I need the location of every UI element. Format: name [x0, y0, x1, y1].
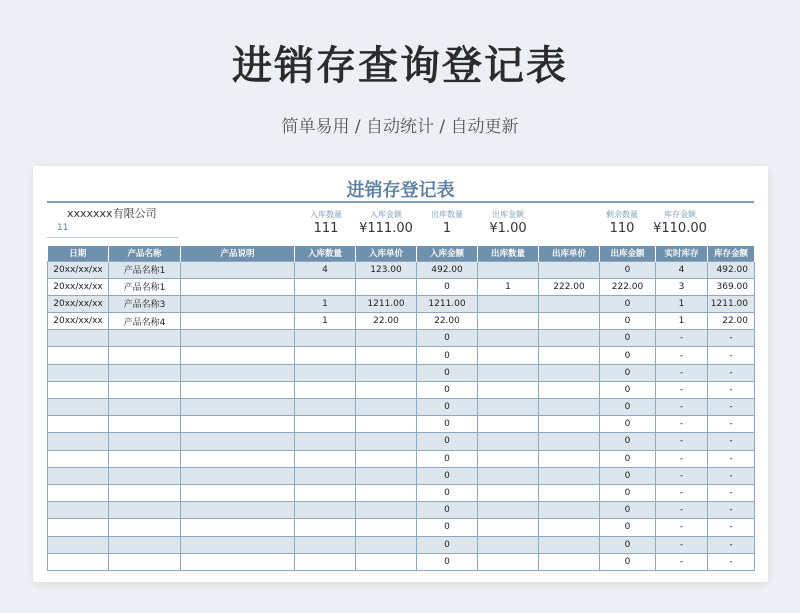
table-cell[interactable]: - — [656, 467, 708, 484]
table-cell[interactable] — [48, 484, 109, 501]
table-cell[interactable] — [181, 502, 295, 519]
table-cell[interactable] — [356, 484, 417, 501]
table-cell[interactable]: 492.00 — [417, 261, 478, 278]
table-cell[interactable]: 0 — [600, 261, 656, 278]
table-cell[interactable]: 产品名称1 — [109, 278, 181, 295]
table-cell[interactable]: 1211.00 — [417, 295, 478, 312]
table-cell[interactable] — [181, 261, 295, 278]
table-cell[interactable] — [539, 295, 600, 312]
table-cell[interactable] — [356, 278, 417, 295]
table-cell[interactable] — [295, 519, 356, 536]
table-cell[interactable] — [478, 295, 539, 312]
table-cell[interactable]: 1 — [478, 278, 539, 295]
table-cell[interactable] — [48, 433, 109, 450]
table-cell[interactable] — [181, 278, 295, 295]
table-cell[interactable]: - — [708, 381, 755, 398]
table-body — [48, 261, 755, 570]
table-cell[interactable] — [295, 553, 356, 570]
table-cell[interactable] — [109, 467, 181, 484]
table-cell[interactable]: - — [656, 347, 708, 364]
stat-value-out-qty: 1 — [442, 221, 452, 236]
table-cell[interactable]: 0 — [417, 278, 478, 295]
title-divider — [47, 201, 754, 203]
table-row — [48, 295, 755, 312]
table-cell[interactable]: 20xx/xx/xx — [48, 295, 109, 312]
record-code[interactable]: 11 — [57, 223, 69, 233]
table-cell[interactable]: 产品名称3 — [109, 295, 181, 312]
table-cell[interactable] — [356, 347, 417, 364]
table-cell[interactable] — [48, 347, 109, 364]
table-cell[interactable] — [295, 381, 356, 398]
table-cell[interactable] — [181, 347, 295, 364]
table-cell[interactable] — [539, 381, 600, 398]
table-cell[interactable] — [109, 553, 181, 570]
table-row — [48, 313, 755, 330]
table-header-row — [48, 246, 755, 261]
table-cell[interactable] — [48, 536, 109, 553]
table-cell[interactable]: 0 — [600, 450, 656, 467]
table-cell[interactable] — [539, 347, 600, 364]
table-row — [48, 502, 755, 519]
table-cell[interactable]: 4 — [295, 261, 356, 278]
table-cell[interactable] — [356, 364, 417, 381]
table-row — [48, 364, 755, 381]
table-cell[interactable]: 0 — [417, 330, 478, 347]
table-cell[interactable]: - — [656, 519, 708, 536]
table-cell[interactable] — [181, 399, 295, 416]
table-cell[interactable]: 1 — [656, 295, 708, 312]
table-cell[interactable]: - — [708, 502, 755, 519]
table-cell[interactable]: 0 — [600, 364, 656, 381]
table-cell[interactable]: 1211.00 — [708, 295, 755, 312]
table-cell[interactable] — [109, 484, 181, 501]
table-cell[interactable] — [181, 381, 295, 398]
page-subtitle: 简单易用 / 自动统计 / 自动更新 — [281, 117, 519, 137]
table-cell[interactable] — [295, 484, 356, 501]
table-cell[interactable] — [478, 450, 539, 467]
table-cell[interactable] — [295, 347, 356, 364]
table-cell[interactable]: 3 — [656, 278, 708, 295]
table-cell[interactable] — [181, 433, 295, 450]
table-cell[interactable] — [478, 433, 539, 450]
table-cell[interactable] — [181, 467, 295, 484]
table-cell[interactable] — [181, 364, 295, 381]
table-cell[interactable] — [356, 502, 417, 519]
table-cell[interactable]: 492.00 — [708, 261, 755, 278]
table-cell[interactable]: - — [656, 553, 708, 570]
table-cell[interactable]: - — [656, 484, 708, 501]
table-cell[interactable] — [478, 484, 539, 501]
sheet-title: 进销存登记表 — [346, 180, 455, 201]
table-cell[interactable] — [109, 364, 181, 381]
table-cell[interactable] — [181, 450, 295, 467]
table-cell[interactable] — [295, 399, 356, 416]
inventory-table-container — [47, 246, 754, 571]
table-cell[interactable] — [478, 519, 539, 536]
table-cell[interactable] — [539, 416, 600, 433]
table-cell[interactable] — [48, 450, 109, 467]
table-cell[interactable] — [48, 502, 109, 519]
table-row — [48, 399, 755, 416]
table-cell[interactable] — [48, 467, 109, 484]
table-row — [48, 261, 755, 278]
table-row — [48, 450, 755, 467]
table-cell[interactable]: - — [656, 433, 708, 450]
table-cell[interactable]: 0 — [600, 536, 656, 553]
table-cell[interactable] — [478, 416, 539, 433]
header-date[interactable]: 日期 — [48, 246, 109, 261]
table-cell[interactable] — [478, 553, 539, 570]
table-cell[interactable] — [295, 278, 356, 295]
table-cell[interactable]: 0 — [600, 467, 656, 484]
table-cell[interactable] — [478, 399, 539, 416]
table-row — [48, 347, 755, 364]
table-cell[interactable] — [181, 484, 295, 501]
table-cell[interactable]: - — [656, 502, 708, 519]
table-cell[interactable] — [356, 381, 417, 398]
table-cell[interactable]: 222.00 — [600, 278, 656, 295]
table-cell[interactable]: 0 — [417, 536, 478, 553]
table-cell[interactable]: 0 — [417, 416, 478, 433]
table-cell[interactable] — [539, 313, 600, 330]
table-cell[interactable] — [295, 502, 356, 519]
table-cell[interactable] — [181, 295, 295, 312]
table-cell[interactable] — [109, 330, 181, 347]
table-cell[interactable] — [181, 553, 295, 570]
table-cell[interactable] — [478, 502, 539, 519]
stat-label-out-qty: 出库数量 — [431, 210, 463, 219]
table-cell[interactable]: 0 — [417, 399, 478, 416]
table-cell[interactable] — [356, 450, 417, 467]
table-cell[interactable] — [295, 364, 356, 381]
stat-label-remaining-qty: 剩余数量 — [606, 210, 638, 219]
table-cell[interactable]: 0 — [417, 381, 478, 398]
table-cell[interactable]: 0 — [600, 330, 656, 347]
table-cell[interactable] — [356, 399, 417, 416]
table-cell[interactable]: - — [708, 467, 755, 484]
table-cell[interactable]: 20xx/xx/xx — [48, 278, 109, 295]
table-cell[interactable] — [295, 330, 356, 347]
table-cell[interactable] — [48, 381, 109, 398]
table-row — [48, 278, 755, 295]
table-row — [48, 416, 755, 433]
stat-label-in-amount: 入库金额 — [370, 210, 402, 219]
table-cell[interactable] — [356, 536, 417, 553]
table-cell[interactable]: - — [656, 330, 708, 347]
table-cell[interactable] — [356, 467, 417, 484]
header-product-desc[interactable]: 产品说明 — [181, 246, 295, 261]
table-cell[interactable] — [356, 433, 417, 450]
table-cell[interactable] — [181, 536, 295, 553]
table-cell[interactable] — [539, 399, 600, 416]
table-row — [48, 330, 755, 347]
table-cell[interactable] — [539, 330, 600, 347]
table-cell[interactable]: 0 — [600, 381, 656, 398]
table-row — [48, 467, 755, 484]
table-cell[interactable] — [539, 553, 600, 570]
table-cell[interactable]: 0 — [600, 313, 656, 330]
table-cell[interactable]: - — [708, 416, 755, 433]
table-cell[interactable]: - — [708, 519, 755, 536]
header-in-price[interactable]: 入库单价 — [356, 246, 417, 261]
table-cell[interactable]: 22.00 — [356, 313, 417, 330]
table-cell[interactable]: - — [708, 399, 755, 416]
company-name[interactable]: xxxxxxx有限公司 — [67, 207, 157, 220]
table-cell[interactable]: - — [708, 347, 755, 364]
table-cell[interactable] — [109, 347, 181, 364]
header-out-qty[interactable]: 出库数量 — [478, 246, 539, 261]
stat-label-out-amount: 出库金额 — [492, 210, 524, 219]
table-cell[interactable] — [295, 536, 356, 553]
table-cell[interactable] — [539, 467, 600, 484]
table-cell[interactable] — [539, 519, 600, 536]
table-cell[interactable]: 22.00 — [417, 313, 478, 330]
table-cell[interactable] — [181, 330, 295, 347]
table-cell[interactable]: 0 — [600, 416, 656, 433]
header-out-amount[interactable]: 出库金额 — [600, 246, 656, 261]
inventory-table — [47, 246, 755, 571]
table-cell[interactable]: 产品名称1 — [109, 261, 181, 278]
table-cell[interactable]: - — [708, 364, 755, 381]
table-cell[interactable] — [181, 313, 295, 330]
table-cell[interactable] — [109, 399, 181, 416]
table-cell[interactable] — [109, 416, 181, 433]
table-cell[interactable]: 1 — [295, 313, 356, 330]
code-underline — [47, 237, 179, 238]
table-cell[interactable]: 0 — [600, 502, 656, 519]
table-row — [48, 433, 755, 450]
table-cell[interactable] — [478, 313, 539, 330]
table-cell[interactable] — [181, 416, 295, 433]
table-cell[interactable]: 产品名称4 — [109, 313, 181, 330]
table-cell[interactable]: - — [656, 536, 708, 553]
stat-value-in-qty: 111 — [313, 221, 339, 236]
table-cell[interactable] — [539, 433, 600, 450]
table-cell[interactable] — [539, 484, 600, 501]
table-cell[interactable]: 369.00 — [708, 278, 755, 295]
table-cell[interactable]: 0 — [417, 553, 478, 570]
table-cell[interactable] — [478, 536, 539, 553]
stat-value-stock-amount: ¥110.00 — [653, 221, 707, 236]
table-cell[interactable]: 0 — [600, 433, 656, 450]
table-cell[interactable]: 0 — [417, 484, 478, 501]
header-live-stock[interactable]: 实时库存 — [656, 246, 708, 261]
stat-value-remaining-qty: 110 — [609, 221, 635, 236]
table-cell[interactable] — [478, 347, 539, 364]
table-cell[interactable]: - — [708, 553, 755, 570]
table-cell[interactable] — [109, 450, 181, 467]
table-cell[interactable]: - — [656, 399, 708, 416]
table-cell[interactable] — [109, 519, 181, 536]
stat-value-in-amount: ¥111.00 — [359, 221, 413, 236]
table-cell[interactable]: 0 — [417, 450, 478, 467]
spreadsheet-card — [33, 166, 768, 582]
stat-label-in-qty: 入库数量 — [310, 210, 342, 219]
table-cell[interactable]: 0 — [600, 295, 656, 312]
table-cell[interactable]: 123.00 — [356, 261, 417, 278]
table-cell[interactable] — [356, 519, 417, 536]
table-cell[interactable] — [109, 381, 181, 398]
table-cell[interactable]: 0 — [600, 553, 656, 570]
table-cell[interactable]: 0 — [600, 519, 656, 536]
table-cell[interactable]: 0 — [417, 347, 478, 364]
table-row — [48, 536, 755, 553]
table-row — [48, 484, 755, 501]
table-cell[interactable]: - — [656, 416, 708, 433]
table-cell[interactable] — [295, 450, 356, 467]
table-cell[interactable] — [539, 364, 600, 381]
table-cell[interactable] — [48, 553, 109, 570]
table-cell[interactable]: 1211.00 — [356, 295, 417, 312]
table-cell[interactable] — [478, 381, 539, 398]
table-cell[interactable]: 4 — [656, 261, 708, 278]
table-cell[interactable]: 0 — [600, 347, 656, 364]
table-cell[interactable] — [539, 261, 600, 278]
table-cell[interactable] — [295, 416, 356, 433]
table-cell[interactable]: 22.00 — [708, 313, 755, 330]
table-row — [48, 519, 755, 536]
table-cell[interactable] — [181, 519, 295, 536]
table-cell[interactable] — [539, 536, 600, 553]
table-cell[interactable]: 0 — [600, 399, 656, 416]
table-cell[interactable]: - — [708, 536, 755, 553]
table-cell[interactable]: 0 — [417, 502, 478, 519]
table-cell[interactable] — [356, 416, 417, 433]
table-cell[interactable]: - — [708, 433, 755, 450]
table-cell[interactable] — [295, 433, 356, 450]
header-product-name[interactable]: 产品名称 — [109, 246, 181, 261]
table-cell[interactable] — [109, 433, 181, 450]
stat-value-out-amount: ¥1.00 — [489, 221, 527, 236]
table-cell[interactable] — [478, 364, 539, 381]
table-cell[interactable]: - — [708, 330, 755, 347]
table-cell[interactable]: - — [656, 450, 708, 467]
table-cell[interactable]: 20xx/xx/xx — [48, 261, 109, 278]
table-cell[interactable]: - — [656, 381, 708, 398]
header-stock-amount[interactable]: 库存金额 — [708, 246, 755, 261]
table-cell[interactable]: 0 — [417, 364, 478, 381]
table-cell[interactable]: 0 — [417, 433, 478, 450]
stat-label-stock-amount: 库存金额 — [664, 210, 696, 219]
table-cell[interactable]: 20xx/xx/xx — [48, 313, 109, 330]
table-cell[interactable] — [109, 502, 181, 519]
table-cell[interactable] — [48, 416, 109, 433]
table-cell[interactable] — [356, 553, 417, 570]
table-cell[interactable]: - — [656, 364, 708, 381]
table-cell[interactable]: 0 — [600, 484, 656, 501]
header-in-qty[interactable]: 入库数量 — [295, 246, 356, 261]
table-cell[interactable] — [478, 261, 539, 278]
table-cell[interactable]: - — [708, 484, 755, 501]
table-row — [48, 553, 755, 570]
table-cell[interactable] — [478, 330, 539, 347]
table-cell[interactable] — [478, 467, 539, 484]
table-row — [48, 381, 755, 398]
table-cell[interactable] — [356, 330, 417, 347]
header-out-price[interactable]: 出库单价 — [539, 246, 600, 261]
table-cell[interactable] — [48, 364, 109, 381]
table-cell[interactable]: 0 — [417, 467, 478, 484]
table-cell[interactable] — [48, 330, 109, 347]
table-cell[interactable] — [539, 502, 600, 519]
table-cell[interactable]: 1 — [295, 295, 356, 312]
table-cell[interactable] — [109, 536, 181, 553]
table-cell[interactable]: 1 — [656, 313, 708, 330]
table-cell[interactable] — [539, 450, 600, 467]
table-cell[interactable] — [48, 519, 109, 536]
table-cell[interactable] — [295, 467, 356, 484]
table-cell[interactable]: 0 — [417, 519, 478, 536]
table-cell[interactable]: - — [708, 450, 755, 467]
header-in-amount[interactable]: 入库金额 — [417, 246, 478, 261]
table-cell[interactable] — [48, 399, 109, 416]
table-cell[interactable]: 222.00 — [539, 278, 600, 295]
page-title: 进销存查询登记表 — [232, 43, 568, 89]
